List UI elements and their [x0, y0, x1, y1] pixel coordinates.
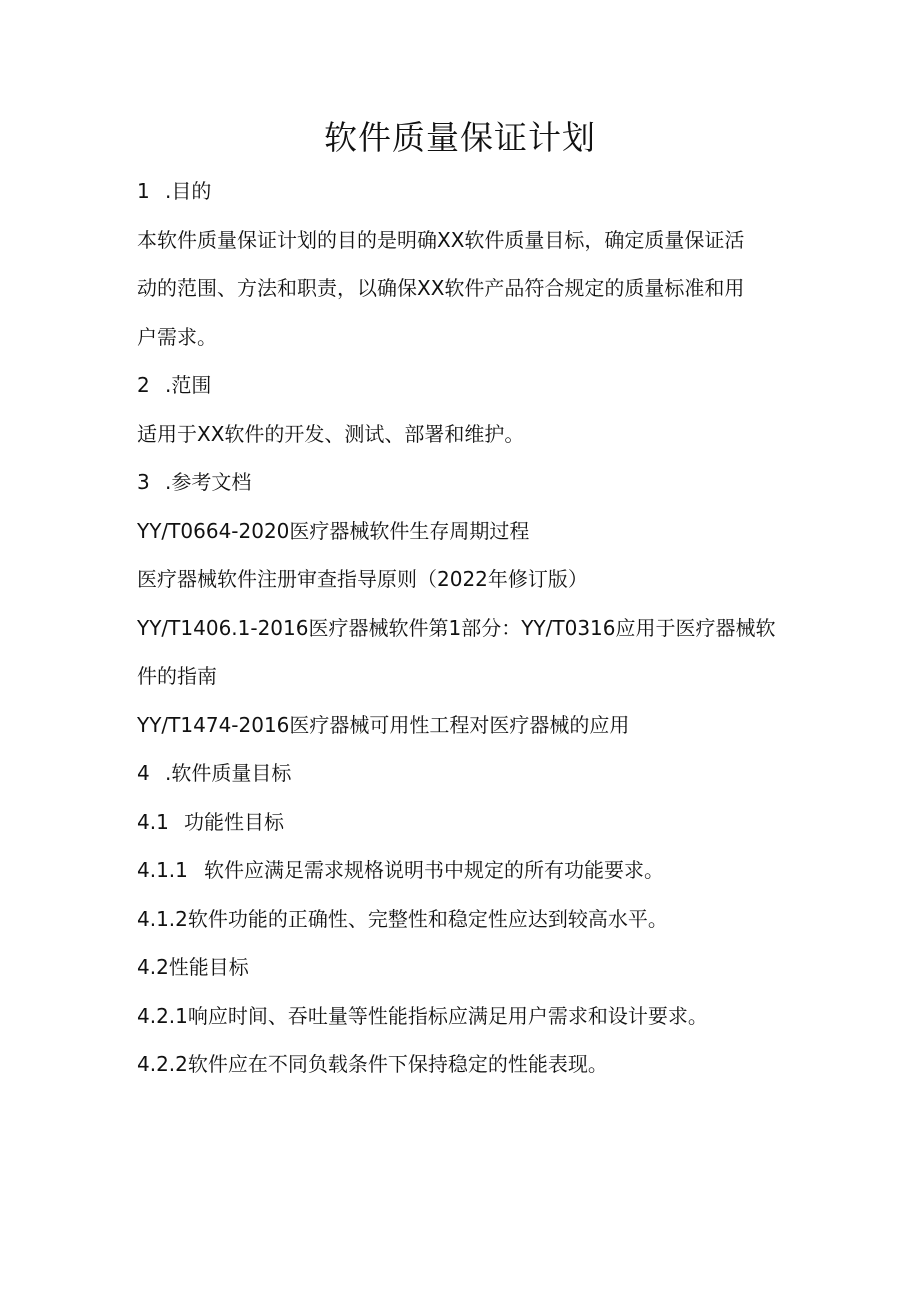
section-number: 1: [137, 179, 150, 203]
section-heading-scope: [137, 361, 797, 410]
section-number: 2: [137, 373, 150, 397]
section-number: 3: [137, 470, 150, 494]
item-4-2-2: 4.2.2软件应在不同负载条件下保持稳定的性能表现。: [137, 1052, 608, 1076]
item-4-2-1: 4.2.1响应时间、吞吐量等性能指标应满足用户需求和设计要求。: [137, 1003, 708, 1028]
item-4-1-2: 4.1.2软件功能的正确性、完整性和稳定性应达到较高水平。: [137, 906, 668, 931]
document-title: 软件质量保证计划: [324, 118, 596, 157]
subsection-heading-text: 功能性目标: [184, 809, 284, 834]
section-heading-text: .参考文档: [165, 470, 252, 494]
reference-line: YY/T1406.1-2016医疗器械软件第1部分：YY/T0316应用于医疗器械软: [137, 615, 776, 640]
section-heading-text: .目的: [165, 179, 212, 203]
subsection-number: 4.1: [137, 809, 169, 834]
section-heading-references: [137, 458, 797, 507]
item-text: 软件应满足需求规格说明书中规定的所有功能要求。: [204, 858, 664, 882]
item-4-1-1: [137, 846, 797, 895]
paragraph-line: 户需求。: [137, 324, 217, 349]
item-number: 4.1.1: [137, 858, 188, 882]
section-heading-text: .软件质量目标: [165, 761, 292, 785]
document-body: [137, 167, 797, 1089]
reference-line: YY/T0664-2020医疗器械软件生存周期过程: [137, 518, 530, 543]
reference-line: 件的指南: [137, 664, 217, 688]
paragraph-line: 动的范围、方法和职责，以确保XX软件产品符合规定的质量标准和用: [137, 276, 745, 300]
section-number: 4: [137, 761, 150, 785]
paragraph-line: 适用于XX软件的开发、测试、部署和维护。: [137, 421, 525, 446]
subsection-heading-functional: [137, 798, 797, 847]
section-heading-text: .范围: [165, 373, 212, 397]
section-heading-quality-goals: [137, 749, 797, 798]
section-heading-purpose: [137, 167, 797, 216]
paragraph-line: 本软件质量保证计划的目的是明确XX软件质量目标，确定质量保证活: [137, 227, 745, 252]
reference-line: YY/T1474-2016医疗器械可用性工程对医疗器械的应用: [137, 712, 630, 737]
subsection-heading-performance: 4.2性能目标: [137, 955, 249, 979]
reference-line: 医疗器械软件注册审查指导原则（2022年修订版）: [137, 567, 588, 591]
